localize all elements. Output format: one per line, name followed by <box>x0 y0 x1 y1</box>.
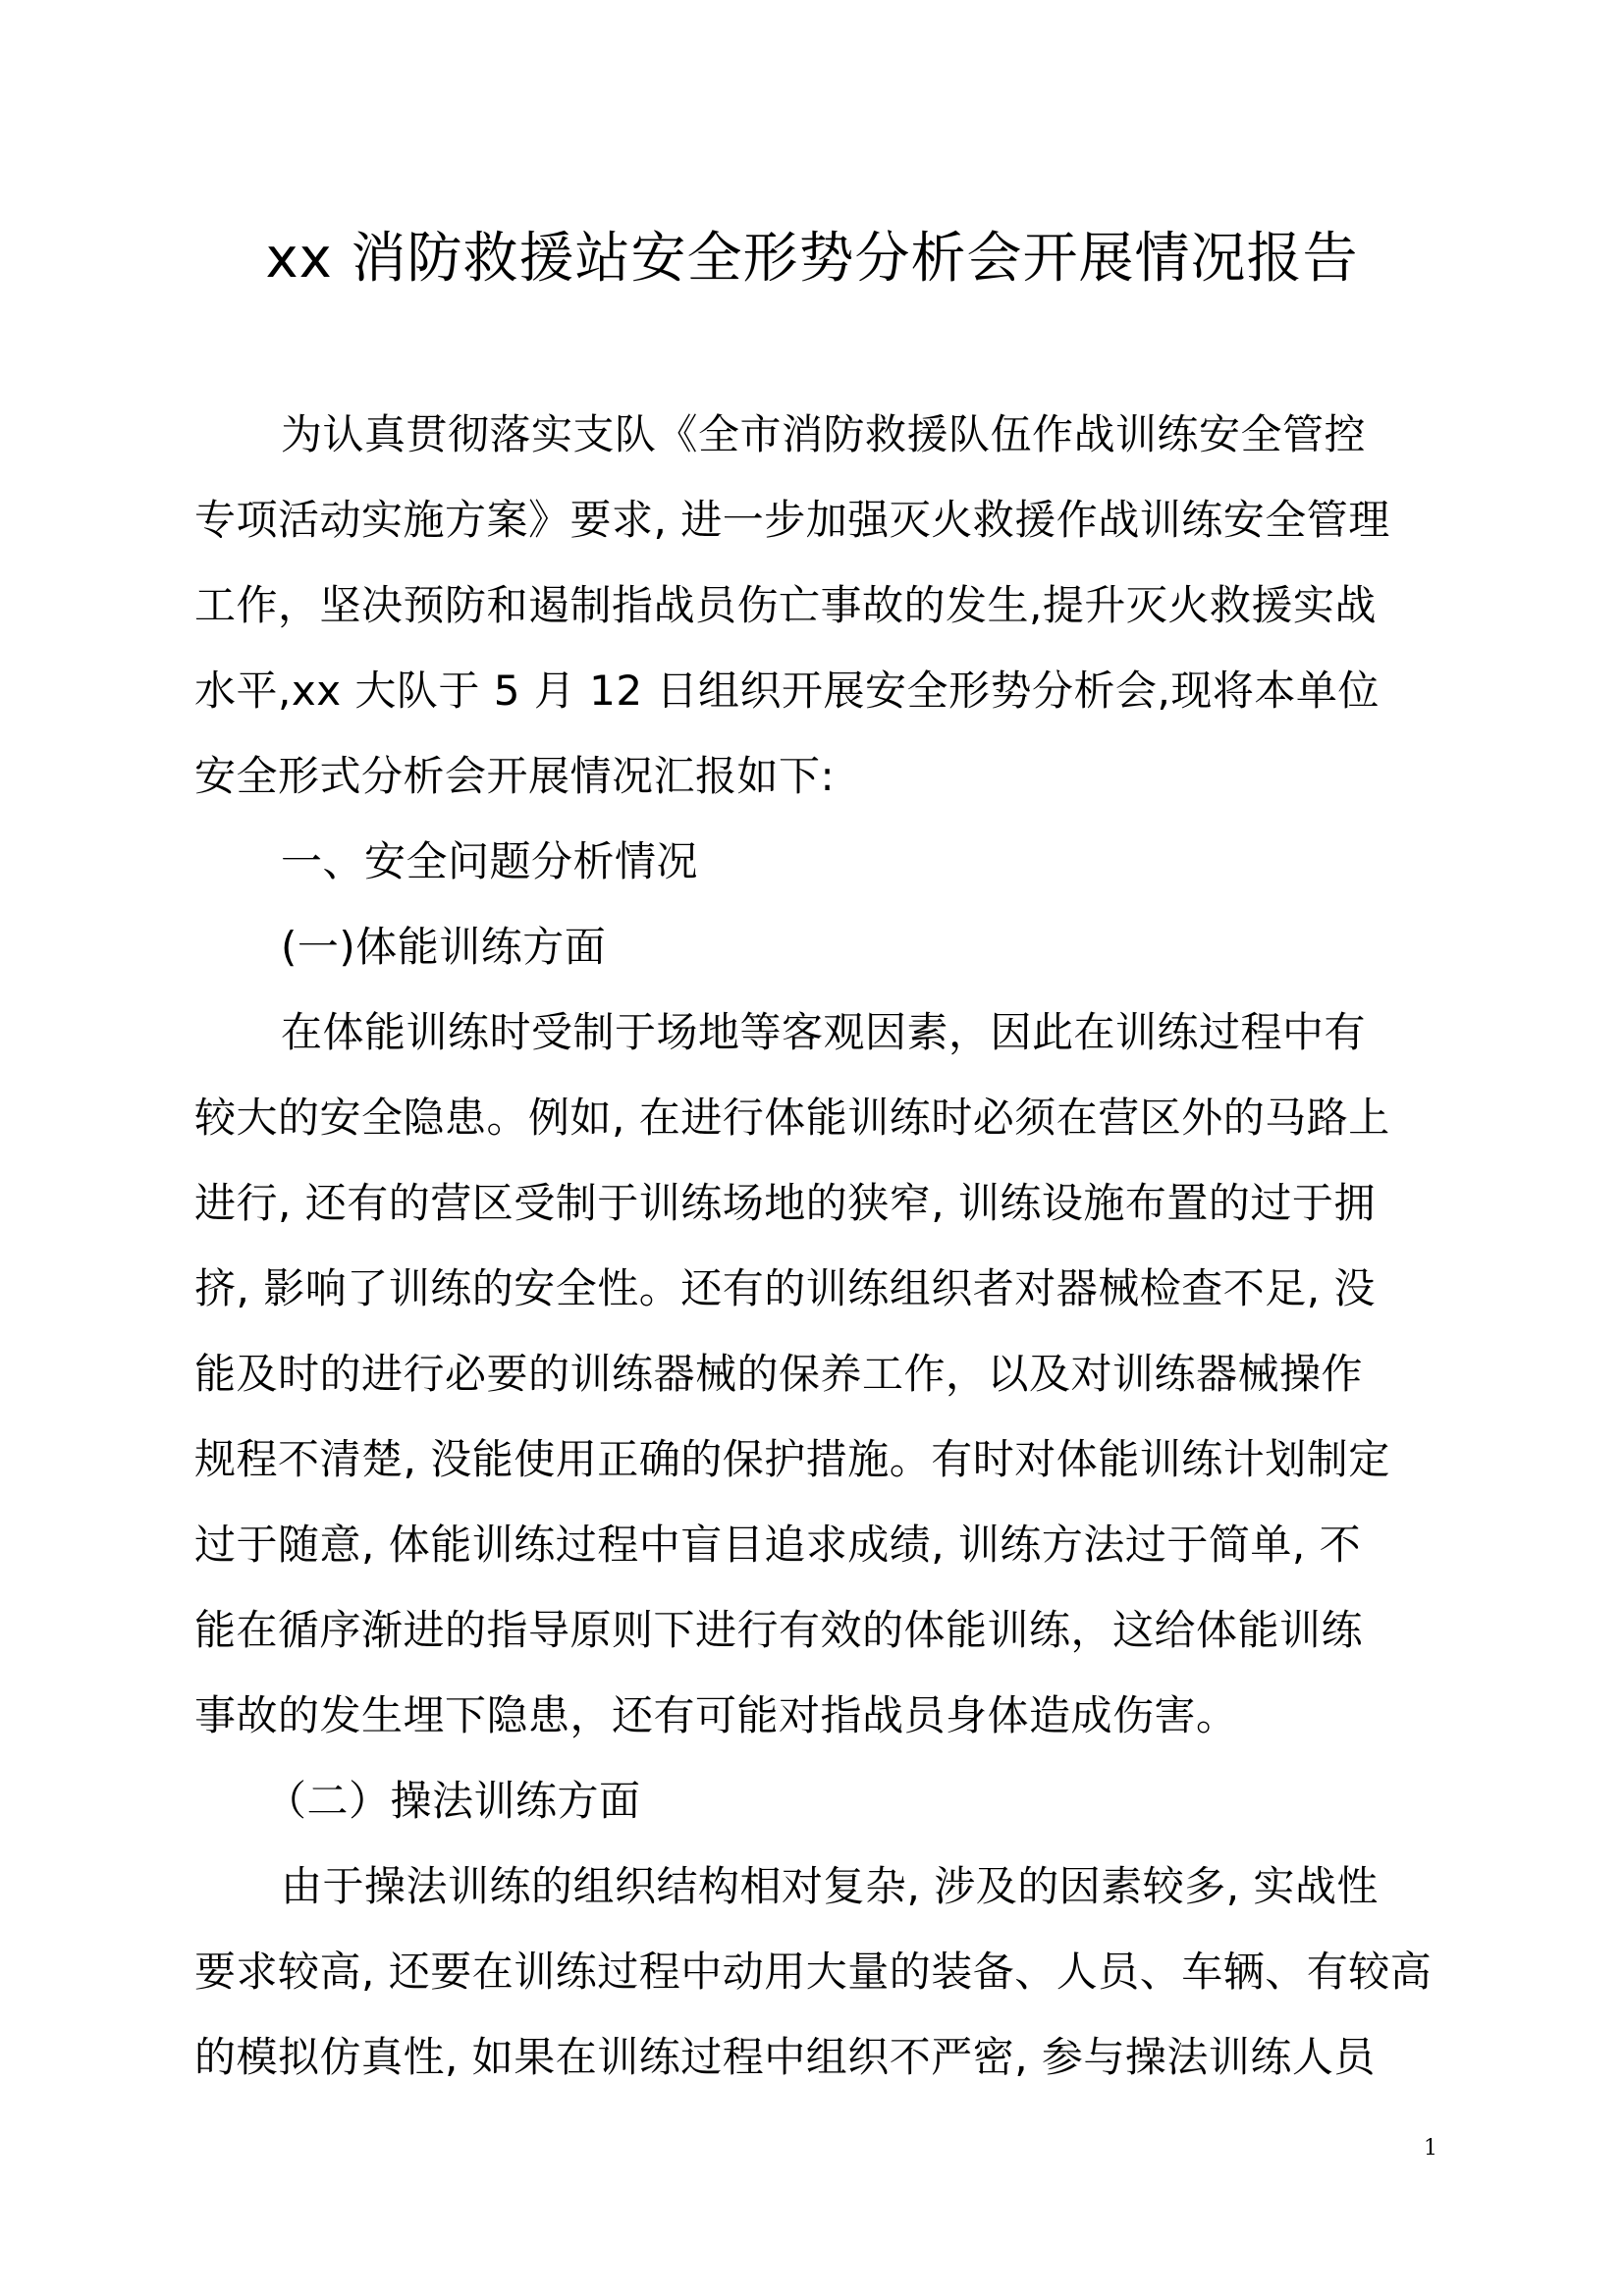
paragraph-intro-line-5: 安全形式分析会开展情况汇报如下: <box>194 752 836 800</box>
paragraph-intro-line-4: 水平,xx 大队于 5 月 12 日组织开展安全形势分析会,现将本单位 <box>194 667 1380 715</box>
paragraph-physical-line-1: 在体能训练时受制于场地等客观因素，因此在训练过程中有 <box>281 1008 1367 1056</box>
paragraph-physical-line-6: 规程不清楚, 没能使用正确的保护措施。有时对体能训练计划制定 <box>194 1435 1390 1483</box>
paragraph-intro-line-2: 专项活动实施方案》要求, 进一步加强灭火救援作战训练安全管理 <box>194 496 1390 544</box>
paragraph-physical-line-5: 能及时的进行必要的训练器械的保养工作，以及对训练器械操作 <box>194 1350 1364 1398</box>
subsection-heading-2: （二）操法训练方面 <box>265 1777 641 1825</box>
paragraph-drill-line-3: 的模拟仿真性, 如果在训练过程中组织不严密, 参与操法训练人员 <box>194 2033 1376 2081</box>
subsection-heading-1: (一)体能训练方面 <box>281 923 607 971</box>
paragraph-intro-line-3: 工作，坚决预防和遏制指战员伤亡事故的发生,提升灭火救援实战 <box>194 581 1377 629</box>
document-title: xx 消防救援站安全形势分析会开展情况报告 <box>265 227 1359 291</box>
paragraph-physical-line-2: 较大的安全隐患。例如, 在进行体能训练时必须在营区外的马路上 <box>194 1094 1390 1142</box>
page-number: 1 <box>1424 2136 1437 2161</box>
section-heading-1: 一、安全问题分析情况 <box>281 837 699 885</box>
paragraph-drill-line-1: 由于操法训练的组织结构相对复杂, 涉及的因素较多, 实战性 <box>281 1862 1379 1910</box>
paragraph-drill-line-2: 要求较高, 还要在训练过程中动用大量的装备、人员、车辆、有较高 <box>194 1948 1433 1996</box>
paragraph-physical-line-7: 过于随意, 体能训练过程中盲目追求成绩, 训练方法过于简单, 不 <box>194 1521 1362 1569</box>
paragraph-physical-line-3: 进行, 还有的营区受制于训练场地的狭窄, 训练设施布置的过于拥 <box>194 1179 1376 1227</box>
paragraph-intro-line-1: 为认真贯彻落实支队《全市消防救援队伍作战训练安全管控 <box>281 410 1367 458</box>
paragraph-physical-line-8: 能在循序渐进的指导原则下进行有效的体能训练，这给体能训练 <box>194 1606 1364 1654</box>
paragraph-physical-line-9: 事故的发生埋下隐患，还有可能对指战员身体造成伤害。 <box>194 1691 1238 1739</box>
paragraph-physical-line-4: 挤, 影响了训练的安全性。还有的训练组织者对器械检查不足, 没 <box>194 1264 1376 1312</box>
